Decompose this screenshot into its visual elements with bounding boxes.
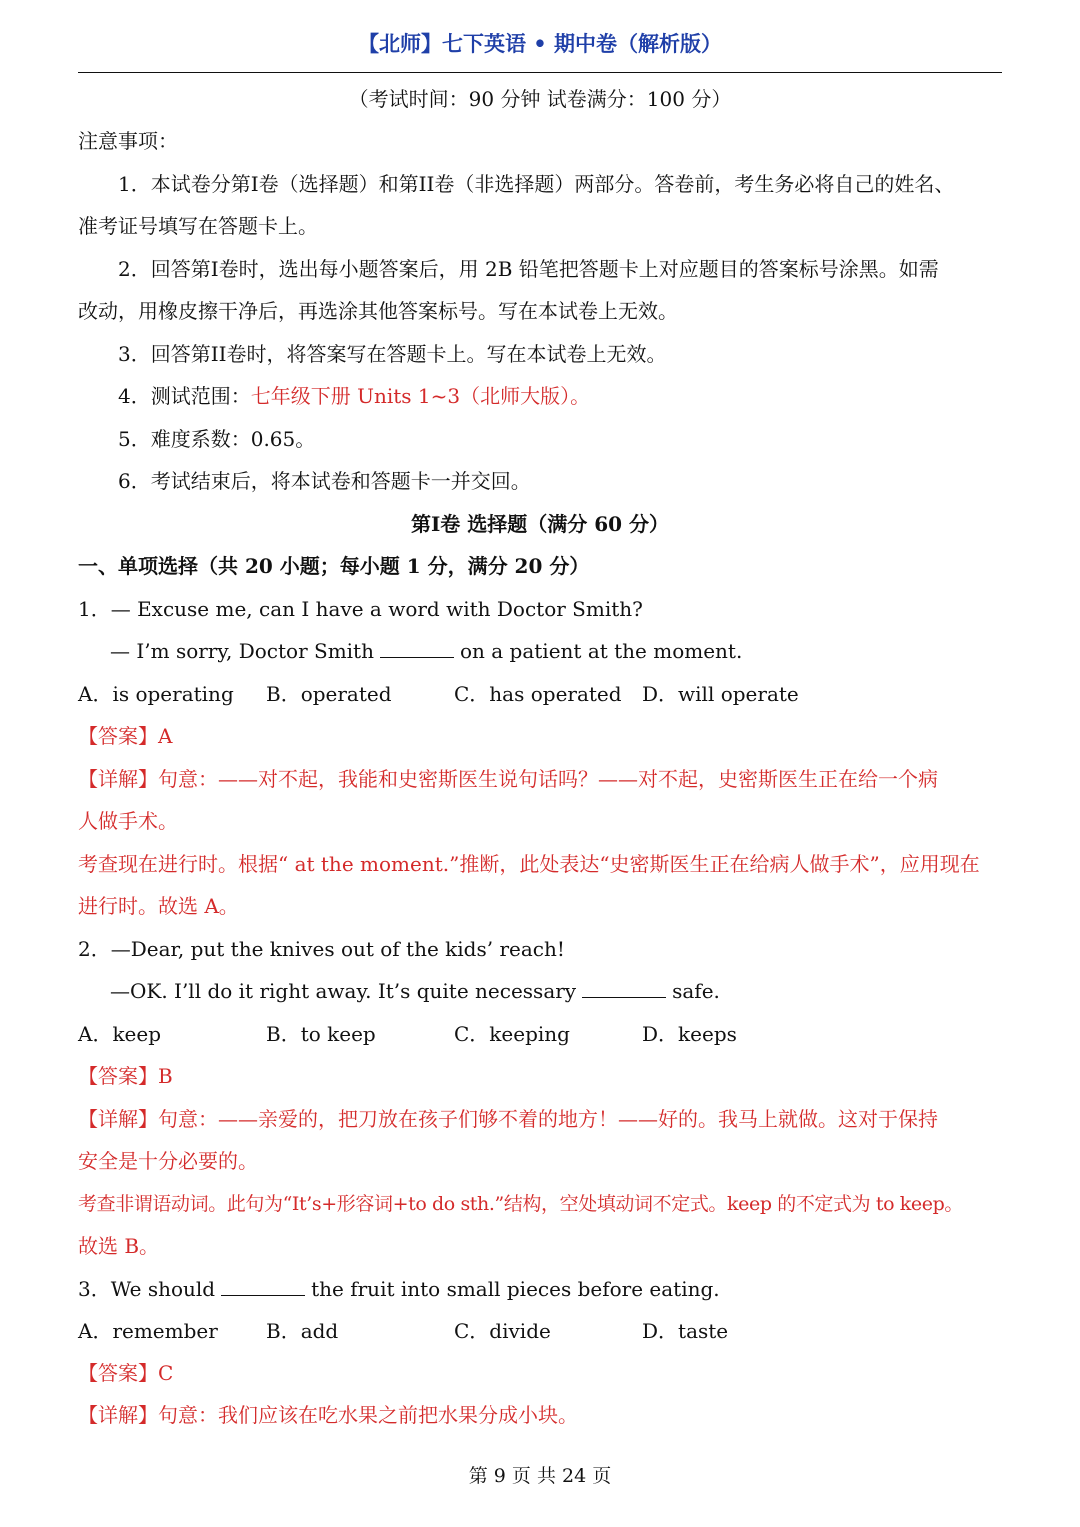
q2-detail-line-3: 考查非谓语动词。此句为“It’s+形容词+to do sth.”结构，空处填动词不定式。keep 的不定式为 to keep。: [78, 1193, 963, 1215]
q2-answer: 【答案】B: [78, 1064, 173, 1088]
q3-option-b[interactable]: B．add: [266, 1319, 339, 1343]
exam-info: （考试时间：90 分钟 试卷满分：100 分）: [348, 87, 732, 111]
q2-option-a[interactable]: A．keep: [78, 1022, 162, 1046]
q1-answer: 【答案】A: [78, 724, 173, 748]
q2-detail-label: 【详解】: [78, 1107, 158, 1131]
q2-option-c[interactable]: C．keeping: [454, 1022, 570, 1046]
q2-detail-text-1: 句意：——亲爱的，把刀放在孩子们够不着的地方！——好的。我马上就做。这对于保持: [158, 1107, 938, 1131]
page-header-title: 【北师】七下英语 • 期中卷（解析版）: [357, 31, 723, 56]
q3-option-a[interactable]: A．remember: [78, 1319, 218, 1343]
q1-stem-line-1: 1．— Excuse me, can I have a word with Doctor Smith?: [78, 597, 643, 621]
note-item-4-prefix: 4．测试范围：: [118, 384, 251, 408]
note-item-1-line-2: 准考证号填写在答题卡上。: [78, 214, 318, 238]
q1-detail-text-1: 句意：——对不起，我能和史密斯医生说句话吗？——对不起，史密斯医生正在给一个病: [158, 767, 938, 791]
q2-detail-line-1: [78, 1106, 1008, 1132]
q1-stem-line-2: [110, 638, 1040, 664]
q1-detail-line-1: [78, 766, 1008, 792]
q3-answer: 【答案】C: [78, 1361, 174, 1385]
note-item-3: 3．回答第II卷时，将答案写在答题卡上。写在本试卷上无效。: [118, 342, 667, 366]
section-title: 第I卷 选择题（满分 60 分）: [410, 512, 670, 536]
part-one-heading: 一、单项选择（共 20 小题；每小题 1 分，满分 20 分）: [78, 554, 590, 578]
note-item-4: [118, 383, 1048, 409]
q2-detail-line-2: 安全是十分必要的。: [78, 1149, 258, 1173]
q3-answer-blank: [221, 1277, 305, 1296]
page-number: 第 9 页 共 24 页: [468, 1465, 612, 1487]
header-divider: [78, 72, 1002, 73]
q3-option-c[interactable]: C．divide: [454, 1319, 551, 1343]
q1-stem-part-a: — I’m sorry, Doctor Smith: [110, 639, 374, 663]
note-item-2-line-1: 2．回答第I卷时，选出每小题答案后，用 2B 铅笔把答题卡上对应题目的答案标号涂黑。如需: [118, 257, 939, 281]
q1-answer-blank: [380, 639, 454, 658]
q2-stem-part-a: —OK. I’ll do it right away. It’s quite necessary: [110, 979, 577, 1003]
q3-detail-line-1: [78, 1402, 1008, 1428]
q1-detail-label: 【详解】: [78, 767, 158, 791]
note-item-2-line-2: 改动，用橡皮擦干净后，再选涂其他答案标号。写在本试卷上无效。: [78, 299, 678, 323]
q2-detail-line-4: 故选 B。: [78, 1234, 160, 1258]
test-range: 七年级下册 Units 1~3（北师大版）。: [250, 384, 591, 408]
note-item-1-line-1: 1．本试卷分第I卷（选择题）和第II卷（非选择题）两部分。答卷前，考生务必将自己的姓名、: [118, 172, 955, 196]
q1-stem-part-b: on a patient at the moment.: [459, 639, 743, 663]
q1-detail-line-3: 考查现在进行时。根据“ at the moment.”推断，此处表达“史密斯医生正在给病人做手术”，应用现在: [78, 852, 980, 876]
q3-detail-label: 【详解】: [78, 1403, 158, 1427]
q3-stem-part-a: 3．We should: [78, 1277, 216, 1301]
q1-detail-line-4: 进行时。故选 A。: [78, 894, 239, 918]
q1-option-d[interactable]: D．will operate: [642, 682, 799, 706]
q2-stem-line-1: 2．—Dear, put the knives out of the kids’ reach!: [78, 937, 565, 961]
q2-stem-line-2: [110, 978, 1040, 1004]
q1-detail-line-2: 人做手术。: [78, 809, 178, 833]
q1-option-a[interactable]: A．is operating: [78, 682, 234, 706]
q1-option-b[interactable]: B．operated: [266, 682, 392, 706]
q2-stem-part-b: safe.: [672, 979, 720, 1003]
q3-detail-text-1: 句意：我们应该在吃水果之前把水果分成小块。: [158, 1403, 578, 1427]
q2-option-b[interactable]: B．to keep: [266, 1022, 376, 1046]
q2-answer-blank: [582, 979, 666, 998]
note-item-6: 6．考试结束后，将本试卷和答题卡一并交回。: [118, 469, 531, 493]
q3-stem-part-b: the fruit into small pieces before eating.: [311, 1277, 720, 1301]
notes-heading: 注意事项：: [78, 129, 178, 153]
q3-option-d[interactable]: D．taste: [642, 1319, 729, 1343]
note-item-5: 5．难度系数：0.65。: [118, 427, 316, 451]
q2-option-d[interactable]: D．keeps: [642, 1022, 737, 1046]
q1-option-c[interactable]: C．has operated: [454, 682, 622, 706]
q3-stem: [78, 1276, 1008, 1302]
